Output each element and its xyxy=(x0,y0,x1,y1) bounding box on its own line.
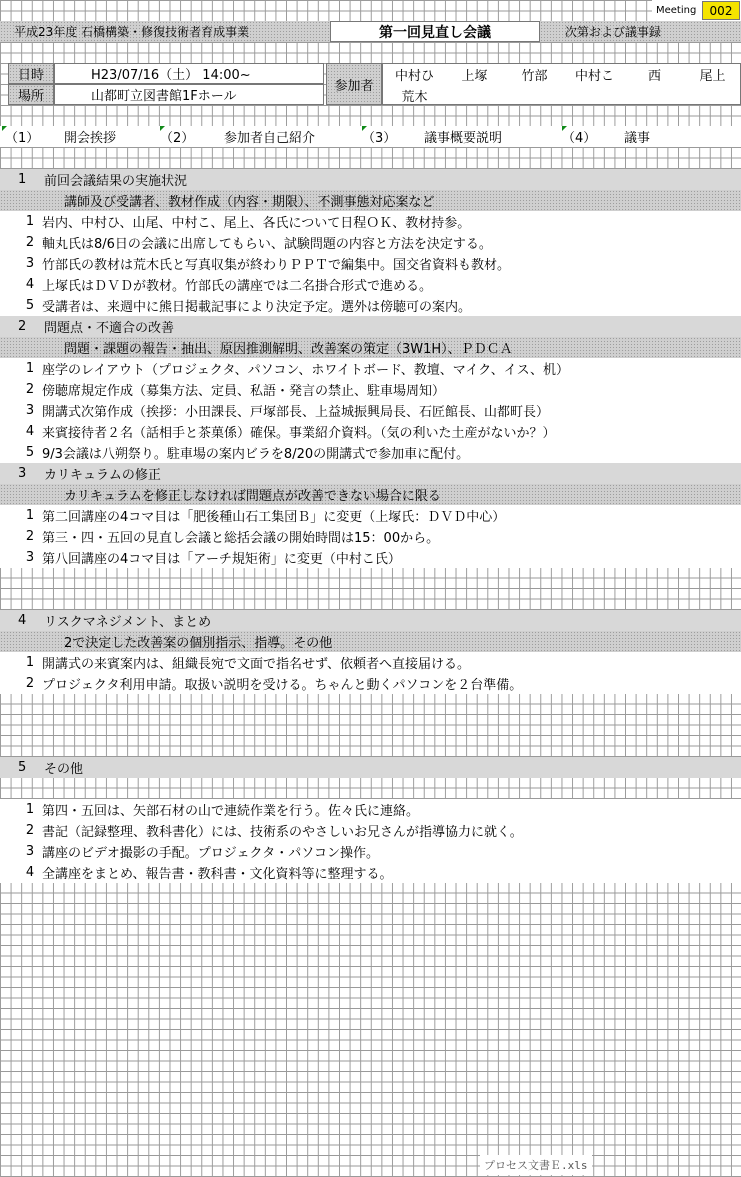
item-text: プロジェクタ利用申請。取扱い説明を受ける。ちゃんと動くパソコンを２台準備。 xyxy=(42,678,523,693)
list-item xyxy=(0,400,741,421)
item-text: 座学のレイアウト（プロジェクタ、パソコン、ホワイトボード、教壇、マイク、イス、机） xyxy=(42,363,570,378)
agenda-label: 参加者自己紹介 xyxy=(224,131,316,146)
section-subheader xyxy=(0,484,741,505)
item-text: 開講式の来賓案内は、組織長宛で文面で指名せず、依頼者へ直接届ける。 xyxy=(42,657,470,672)
place-label: 場所 xyxy=(8,84,54,105)
list-item xyxy=(0,841,741,862)
section-header xyxy=(0,169,741,190)
item-number: 1 xyxy=(25,214,35,229)
project-name: 平成23年度 石橋構築・修復技術者育成事業 xyxy=(14,25,250,39)
list-item xyxy=(0,799,741,820)
item-number: 5 xyxy=(25,298,35,313)
list-item xyxy=(0,421,741,442)
item-text: 第二回講座の4コマ目は「肥後種山石工集団Ｂ」に変更（上塚氏：ＤＶＤ中心） xyxy=(42,510,506,525)
section-subtitle: 問題・課題の報告・抽出、原因推測解明、改善案の策定（3W1H）、ＰＤＣＡ xyxy=(64,342,513,357)
attendees-list xyxy=(382,63,741,105)
section-title: 問題点・不適合の改善 xyxy=(44,321,175,336)
list-item xyxy=(0,862,741,883)
section-subheader xyxy=(0,337,741,358)
item-text: 第八回講座の4コマ目は「アーチ規矩術」に変更（中村こ氏） xyxy=(42,552,401,567)
agenda-label: 議事概要説明 xyxy=(424,131,503,146)
list-item xyxy=(0,820,741,841)
item-number: 5 xyxy=(25,445,35,460)
section-number: 3 xyxy=(18,466,27,481)
list-item xyxy=(0,673,741,694)
item-number: 3 xyxy=(25,550,35,565)
item-text: 講座のビデオ撮影の手配。プロジェクタ・パソコン操作。 xyxy=(42,846,379,861)
section-title: その他 xyxy=(44,762,84,777)
section-number: 4 xyxy=(18,613,27,628)
item-number: 1 xyxy=(25,802,35,817)
attendee: 西 xyxy=(647,69,661,84)
list-item xyxy=(0,652,741,673)
meeting-date: H23/07/16（土） 14:00~ xyxy=(54,63,324,84)
section-subtitle: 2で決定した改善案の個別指示、指導。その他 xyxy=(64,636,333,651)
page-title: 第一回見直し会議 xyxy=(330,21,540,42)
item-number: 4 xyxy=(25,277,35,292)
attendee: 竹部 xyxy=(521,69,548,84)
item-text: 第四・五回は、矢部石材の山で連続作業を行う。佐々氏に連絡。 xyxy=(42,804,420,819)
list-item xyxy=(0,358,741,379)
item-number: 2 xyxy=(25,382,35,397)
meeting-place: 山都町立図書館1Fホール xyxy=(54,84,324,105)
list-item xyxy=(0,379,741,400)
header-band xyxy=(0,21,741,42)
item-number: 1 xyxy=(25,361,35,376)
section-title: カリキュラムの修正 xyxy=(44,468,161,483)
file-name: プロセス文書Ｅ.xls xyxy=(480,1155,592,1175)
section-subheader xyxy=(0,190,741,211)
section-title: リスクマネジメント、まとめ xyxy=(44,615,212,630)
list-item xyxy=(0,505,741,526)
attendee: 中村ひ xyxy=(394,69,434,84)
agenda-num: （1） xyxy=(5,131,40,146)
section-header xyxy=(0,463,741,484)
agenda-num: （3） xyxy=(362,131,397,146)
section-subheader xyxy=(0,631,741,652)
agenda-label: 議事 xyxy=(624,131,651,146)
meeting-badge xyxy=(652,0,741,21)
list-item xyxy=(0,274,741,295)
list-item xyxy=(0,547,741,568)
item-text: 来賓接待者２名（話相手と茶菓係）確保。事業紹介資料。（気の利いた土産がないか？） xyxy=(42,426,556,441)
list-item xyxy=(0,526,741,547)
attendee: 荒木 xyxy=(401,90,428,105)
list-item xyxy=(0,442,741,463)
section-header xyxy=(0,316,741,337)
page-subtitle: 次第および議事録 xyxy=(565,25,662,39)
item-number: 2 xyxy=(25,823,35,838)
item-number: 3 xyxy=(25,844,35,859)
item-number: 3 xyxy=(25,403,35,418)
agenda-num: （4） xyxy=(562,131,597,146)
section-number: 2 xyxy=(18,319,27,334)
item-number: 4 xyxy=(25,865,35,880)
date-label: 日時 xyxy=(8,63,54,84)
item-text: 軸丸氏は8/6日の会議に出席してもらい、試験問題の内容と方法を決定する。 xyxy=(42,237,492,252)
item-text: 上塚氏はＤＶＤが教材。竹部氏の講座では二名掛合形式で進める。 xyxy=(42,279,433,294)
section-subtitle: カリキュラムを修正しなければ問題点が改善できない場合に限る xyxy=(64,489,441,504)
section-number: 1 xyxy=(18,172,27,187)
attendee: 上塚 xyxy=(461,69,488,84)
item-number: 3 xyxy=(25,256,35,271)
item-text: 全講座をまとめ、報告書・教科書・文化資料等に整理する。 xyxy=(42,867,393,882)
list-item xyxy=(0,232,741,253)
item-text: 9/3会議は八朔祭り。駐車場の案内ビラを8/20の開講式で参加車に配付。 xyxy=(42,447,470,462)
list-item xyxy=(0,295,741,316)
item-number: 2 xyxy=(25,529,35,544)
item-number: 4 xyxy=(25,424,35,439)
item-text: 傍聴席規定作成（募集方法、定員、私語・発言の禁止、駐車場周知） xyxy=(42,384,446,399)
attendee: 尾上 xyxy=(699,69,726,84)
item-text: 受講者は、来週中に熊日掲載記事により決定予定。選外は傍聴可の案内。 xyxy=(42,300,472,315)
info-block xyxy=(8,63,741,105)
item-text: 第三・四・五回の見直し会議と総括会議の開始時間は15：00から。 xyxy=(42,531,440,546)
item-number: 2 xyxy=(25,676,35,691)
meeting-number: 002 xyxy=(702,1,740,20)
item-text: 岩内、中村ひ、山尾、中村こ、尾上、各氏について日程ＯＫ、教材持参。 xyxy=(42,216,471,231)
item-text: 竹部氏の教材は荒木氏と写真収集が終わりＰＰＴで編集中。国交省資料も教材。 xyxy=(42,258,511,273)
agenda-label: 開会挨拶 xyxy=(64,131,117,146)
meeting-label: Meeting xyxy=(656,5,697,16)
item-text: 書記（記録整理、教科書化）には、技術系のやさしいお兄さんが指導協力に就く。 xyxy=(42,825,523,840)
attendees-label: 参加者 xyxy=(326,63,382,105)
section-title: 前回会議結果の実施状況 xyxy=(44,174,188,189)
item-number: 1 xyxy=(25,508,35,523)
section-number: 5 xyxy=(18,760,27,775)
agenda-row xyxy=(0,126,741,147)
item-number: 1 xyxy=(25,655,35,670)
list-item xyxy=(0,253,741,274)
item-text: 開講式次第作成（挨拶：小田課長、戸塚部長、上益城振興局長、石匠館長、山都町長） xyxy=(42,405,550,420)
attendee: 中村こ xyxy=(574,69,614,84)
agenda-num: （2） xyxy=(160,131,195,146)
section-header xyxy=(0,757,741,778)
section-subtitle: 講師及び受講者、教材作成（内容・期限）、不測事態対応案など xyxy=(64,195,435,210)
item-number: 2 xyxy=(25,235,35,250)
section-header xyxy=(0,610,741,631)
list-item xyxy=(0,211,741,232)
